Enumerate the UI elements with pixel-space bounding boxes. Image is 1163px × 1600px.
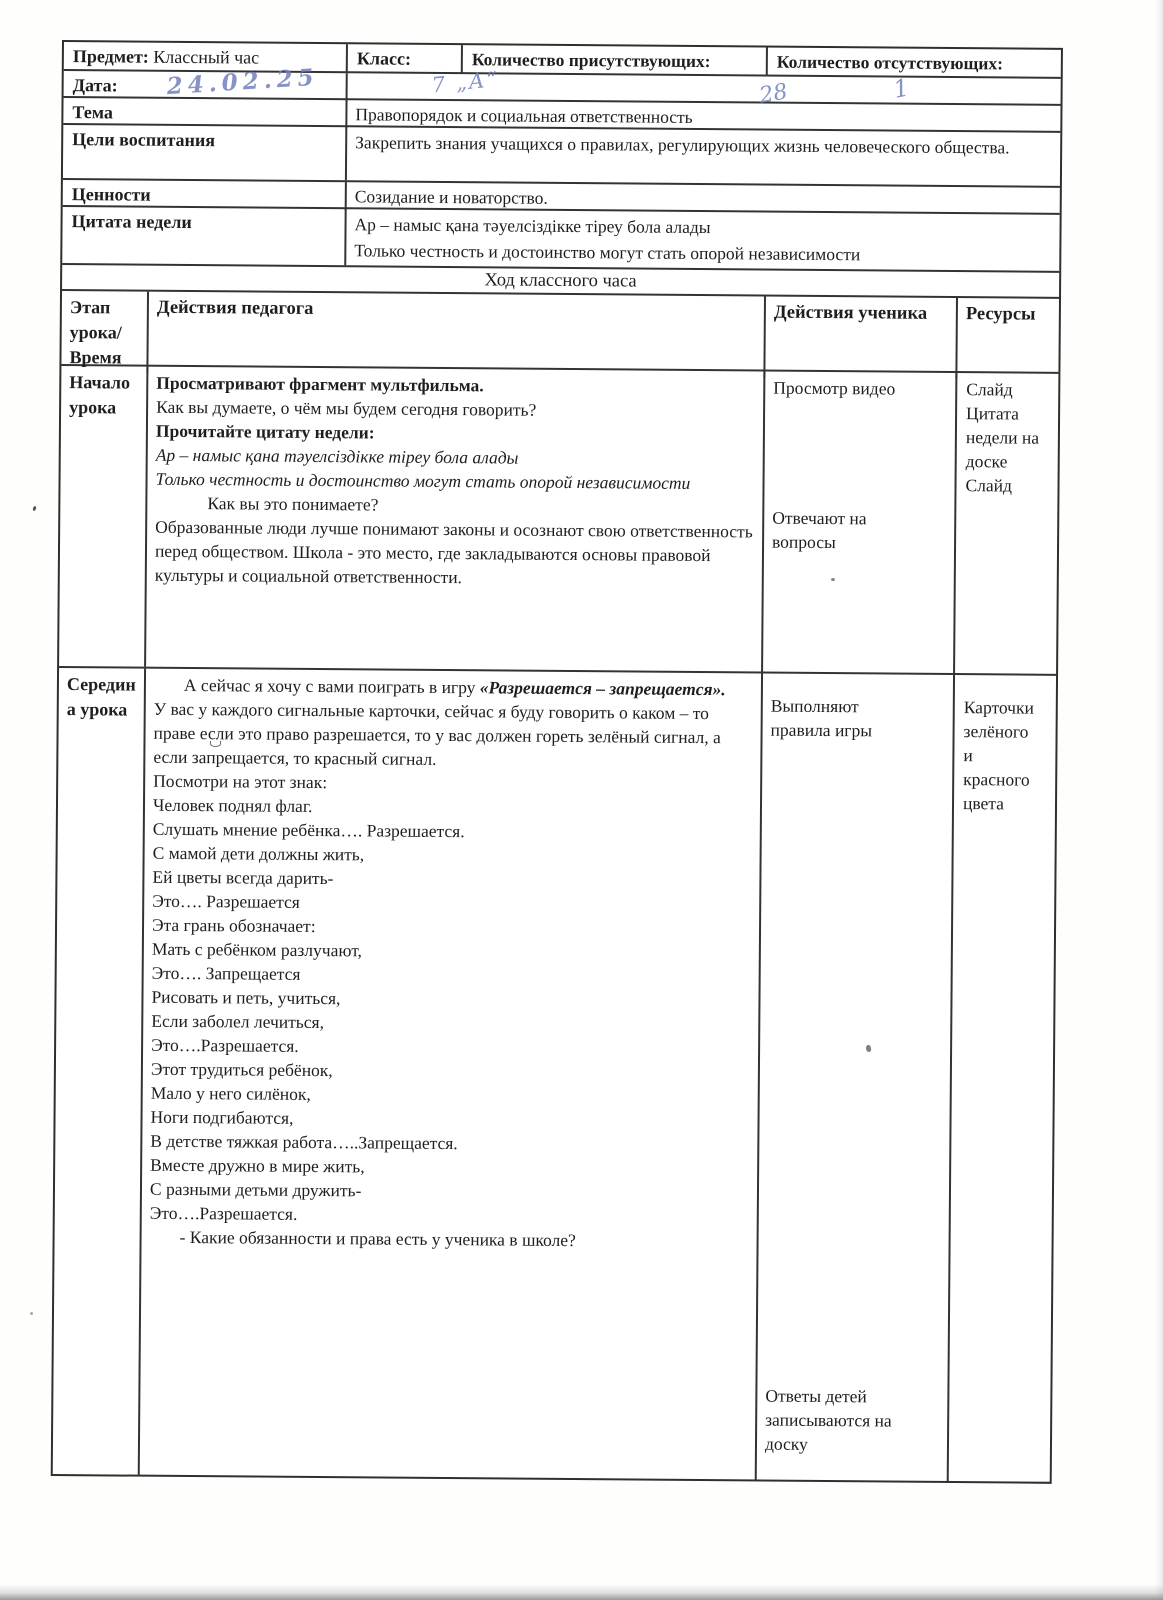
- quote-russian: Только честность и достоинство могут стать опорой независимости: [354, 240, 861, 265]
- resources-start: [953, 373, 1058, 674]
- col-header-teacher: Действия педагога: [146, 292, 764, 378]
- game-rules: У вас у каждого сигнальные карточки, сейчас я буду говорить о каком – то праве если это право разрешается, то у вас должен гореть зелёный сигнал, а если запрещается, то красный сигнал.: [153, 698, 721, 769]
- subject-label: Предмет:: [72, 46, 149, 67]
- values-value: Созидание и новаторство.: [345, 182, 1060, 216]
- col-header-student: Действия ученика: [763, 297, 956, 380]
- row-goals: [63, 123, 1060, 186]
- game-intro-text: А сейчас я хочу с вами поиграть в игру: [183, 674, 480, 698]
- quote-label: Цитата недели: [71, 211, 192, 233]
- cell-handwritten-values: [346, 66, 1061, 109]
- class-label: Класс:: [356, 48, 412, 69]
- stage-middle: Середина урока: [66, 674, 136, 720]
- date-label: Дата:: [72, 75, 118, 96]
- scan-speck: [210, 741, 221, 747]
- quote-kazakh: Ар – намыс қана тәуелсіздікке тіреу бола алады: [354, 214, 711, 238]
- resources-middle: [947, 675, 1062, 1482]
- cell-present-label: [461, 45, 766, 75]
- absent-label: Количество отсутствующих:: [776, 51, 1004, 74]
- student-actions-middle: [755, 674, 953, 1481]
- handwritten-absent-count: 1: [890, 73, 912, 104]
- col-header-stage: Этап урока/ Время: [69, 297, 122, 368]
- resource-quote-board: Цитата недели на доске: [965, 403, 1040, 472]
- stage-start: Начало урока: [69, 372, 131, 418]
- resource-slide-1: Слайд: [966, 379, 1013, 400]
- game-stanza-5: Этот трудиться ребёнок, Мало у него силёнок, Ноги подгибаются, В детстве тяжкая работа…..Запрещается.: [150, 1058, 458, 1154]
- student-actions-start: [761, 372, 955, 673]
- teacher-quote-russian: Только честность и достоинство могут стать опорой независимости: [155, 468, 691, 493]
- row-column-headers: [61, 289, 1059, 372]
- teacher-actions-middle: [138, 669, 761, 1480]
- game-stanza-2: С мамой дети должны жить, Ей цветы всегда дарить- Это…. Разрешается: [152, 842, 365, 912]
- handwritten-class: 7 „А“: [430, 66, 501, 98]
- resource-slide-2: Слайд: [965, 475, 1013, 496]
- handwritten-present-count: 28: [757, 79, 790, 109]
- game-stanza-6: Вместе дружно в мире жить, С разными детьми дружить- Это….Разрешается.: [149, 1154, 365, 1224]
- present-label: Количество присутствующих:: [471, 49, 711, 72]
- final-question: - Какие обязанности и права есть у ученика в школе?: [179, 1226, 576, 1251]
- cell-date: [64, 63, 346, 101]
- section-title: Ход классного часа: [484, 270, 637, 292]
- teacher-think-question: Как вы думаете, о чём мы будем сегодня говорить?: [156, 396, 537, 420]
- scan-speck: [831, 578, 835, 581]
- game-stanza-4: Рисовать и петь, учиться, Если заболел лечиться, Это….Разрешается.: [151, 986, 341, 1056]
- game-stanza-3: Эта грань обозначает: Мать с ребёнком разлучают, Это…. Запрещается: [151, 914, 363, 984]
- student-action-rules: Выполняют правила игры: [770, 695, 873, 741]
- row-lesson-middle: [53, 666, 1056, 1482]
- goals-value: Закрепить знания учащихся о правилах, регулирующих жизнь человеческого общества.: [345, 127, 1060, 186]
- lesson-plan-table: [51, 40, 1063, 1484]
- cell-absent-label: [766, 48, 1061, 78]
- game-name: «Разрешается – запрещается».: [479, 677, 726, 700]
- game-stanza-1: Посмотри на этот знак: Человек поднял флаг. Слушать мнение ребёнка…. Разрешается.: [152, 770, 465, 842]
- teacher-actions-start: [144, 367, 763, 672]
- teacher-understand-question: Как вы это понимаете?: [207, 493, 379, 515]
- scan-speck: [30, 1312, 33, 1315]
- values-label: Ценности: [71, 184, 151, 205]
- scan-edge-shadow-right: [1155, 0, 1163, 1600]
- quote-value: [344, 209, 1059, 271]
- student-action-board-answers: Ответы детей записываются на доску: [764, 1385, 892, 1454]
- teacher-read-quote-line: Прочитайте цитату недели:: [155, 420, 375, 443]
- teacher-explanation: Образованные люди лучше понимают законы и осознают свою ответственность перед обществом. Школа - это место, где закладываются основы правовой культуры и социальной ответственности.: [154, 516, 753, 588]
- teacher-quote-kazakh: Ар – намыс қана тәуелсіздікке тіреу бола алады: [155, 444, 519, 468]
- theme-label: Тема: [72, 102, 113, 123]
- theme-value: Правопорядок и социальная ответственность: [345, 100, 1060, 134]
- scan-edge-shadow-bottom: [0, 1584, 1163, 1600]
- student-action-answer: Отвечают на вопросы: [772, 507, 867, 553]
- handwritten-date: 24.02.25: [165, 63, 320, 101]
- table-frame: [51, 40, 1063, 1484]
- subject-value: Классный час: [153, 46, 260, 68]
- col-header-resources: Ресурсы: [955, 298, 1059, 380]
- row-quote: [62, 205, 1059, 271]
- goals-label: Цели воспитания: [72, 129, 216, 151]
- resource-cards: Карточки зелёного и красного цвета: [962, 697, 1034, 814]
- teacher-watch-line: Просматривают фрагмент мультфильма.: [156, 372, 484, 396]
- row-lesson-start: [59, 364, 1058, 674]
- student-action-video: Просмотр видео: [773, 377, 896, 399]
- scan-speck: [32, 506, 37, 512]
- cell-class-label: [346, 44, 461, 73]
